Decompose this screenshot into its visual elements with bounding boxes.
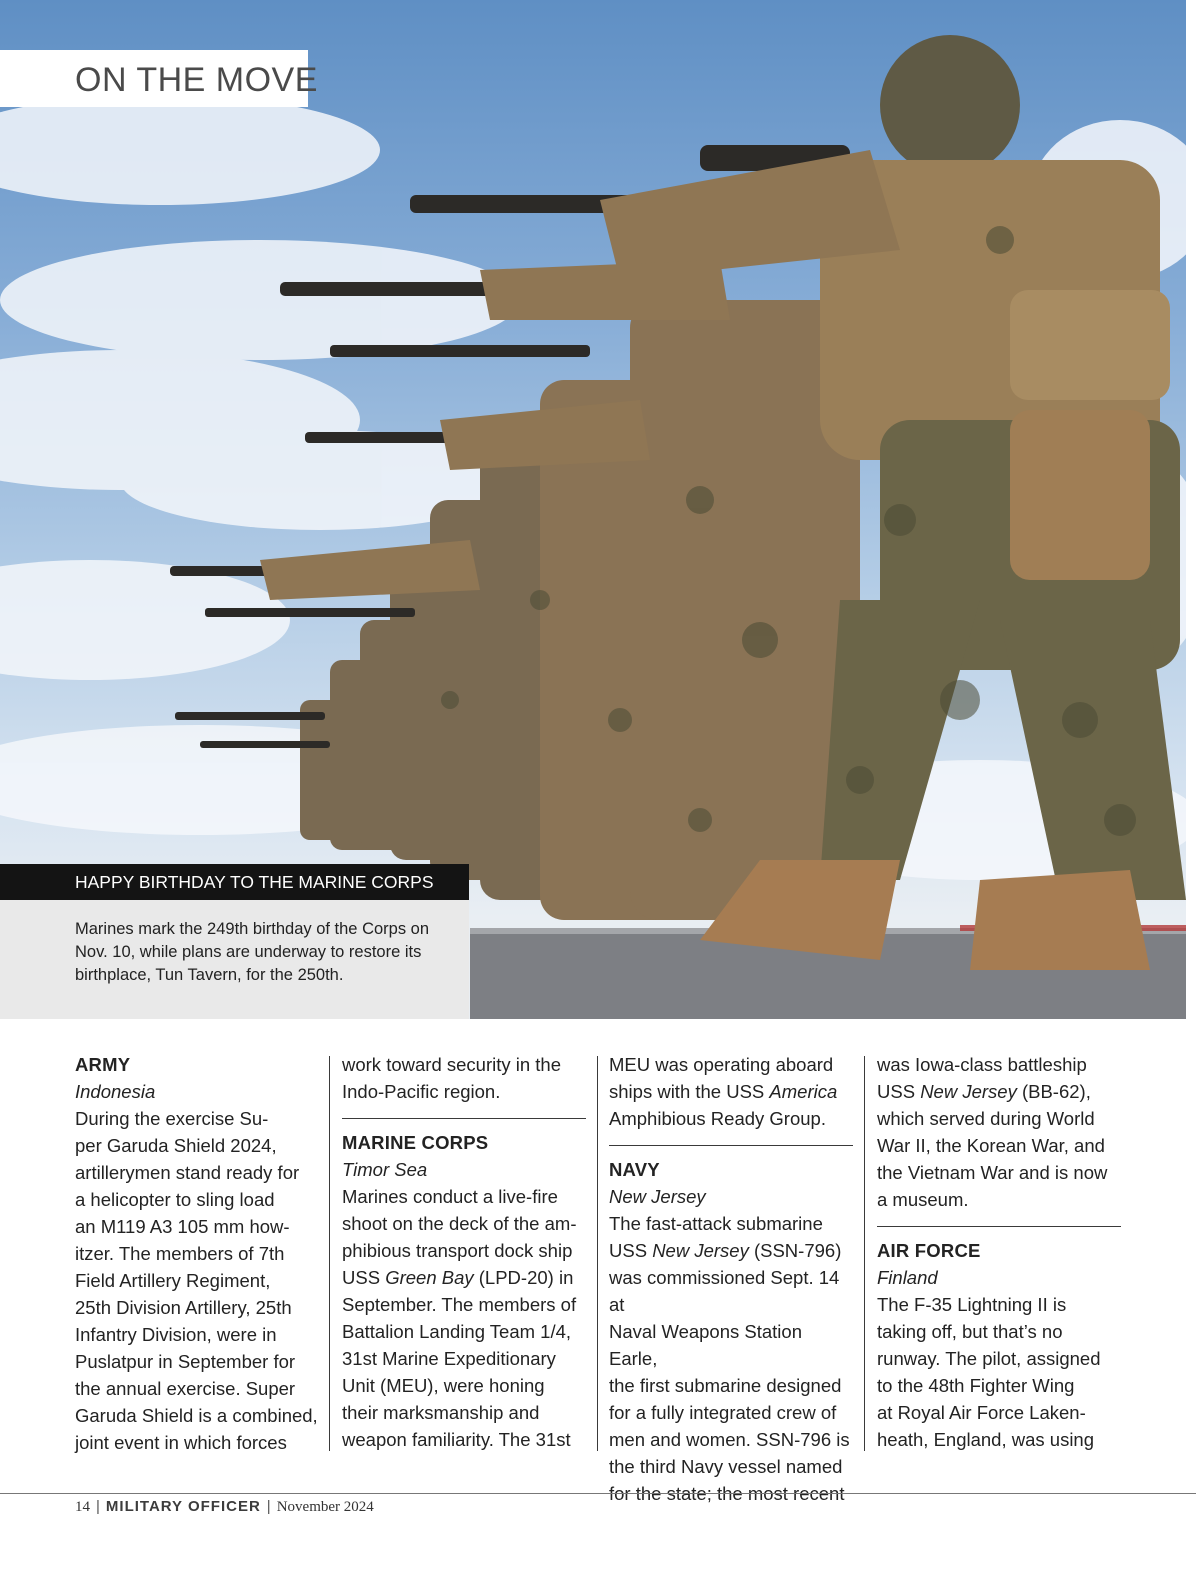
body-line: The F-35 Lightning II is	[877, 1294, 1067, 1315]
body-line: was commissioned Sept. 14 at	[609, 1267, 840, 1315]
body-line: Amphibious Ready Group.	[609, 1108, 826, 1129]
body-line: shoot on the deck of the am-	[342, 1213, 577, 1234]
body-line	[877, 1078, 1121, 1105]
section-heading-air-force: AIR FORCE	[877, 1240, 981, 1261]
body-line: the Vietnam War and is now	[877, 1162, 1108, 1183]
location-air-force: Finland	[877, 1267, 938, 1288]
body-line: MEU was operating aboard	[609, 1054, 834, 1075]
footer-rule	[0, 1493, 1196, 1494]
text-run: (LPD-20) in	[473, 1267, 574, 1288]
body-line: Infantry Division, were in	[75, 1324, 277, 1345]
ship-name: New Jersey	[920, 1081, 1017, 1102]
text-run: USS	[877, 1081, 921, 1102]
section-rule	[877, 1226, 1121, 1227]
body-line: Indo-Pacific region.	[342, 1081, 501, 1102]
body-line	[609, 1078, 853, 1105]
location-navy: New Jersey	[609, 1186, 706, 1207]
page-number: 14	[75, 1499, 90, 1515]
caption-title: HAPPY BIRTHDAY TO THE MARINE CORPS	[75, 872, 434, 892]
body-line: runway. The pilot, assigned	[877, 1348, 1101, 1369]
magazine-name: MILITARY OFFICER	[105, 1498, 261, 1515]
section-tag	[0, 50, 318, 107]
section-heading-marine-corps: MARINE CORPS	[342, 1132, 489, 1153]
body-line: taking off, but that’s no	[877, 1321, 1063, 1342]
body-line: their marksmanship and	[342, 1402, 540, 1423]
text-run: USS	[609, 1240, 653, 1261]
footer-separator: |	[96, 1498, 100, 1515]
section-rule	[342, 1118, 586, 1119]
body-line: Battalion Landing Team 1/4,	[342, 1321, 572, 1342]
body-line: War II, the Korean War, and	[877, 1135, 1105, 1156]
body-line: an M119 A3 105 mm how-	[75, 1216, 290, 1237]
body-line	[609, 1237, 853, 1264]
body-line: Unit (MEU), were honing	[342, 1375, 545, 1396]
body-line: the first submarine designed	[609, 1375, 842, 1396]
body-line	[342, 1264, 586, 1291]
location-army: Indonesia	[75, 1081, 156, 1102]
article-column-3	[609, 1051, 853, 1507]
column-divider	[329, 1056, 330, 1451]
body-line: Marines conduct a live-fire	[342, 1186, 558, 1207]
body-line: men and women. SSN-796 is	[609, 1429, 850, 1450]
body-line: the third Navy vessel named	[609, 1456, 843, 1477]
page-footer	[75, 1498, 374, 1516]
article-column-1	[75, 1051, 323, 1456]
caption-title-bar	[0, 864, 469, 900]
body-line: the annual exercise. Super	[75, 1378, 296, 1399]
body-line: Puslatpur in September for	[75, 1351, 296, 1372]
body-line: which served during World	[877, 1108, 1095, 1129]
issue-date: November 2024	[276, 1499, 374, 1515]
body-line: for a fully integrated crew of	[609, 1402, 837, 1423]
section-title: ON THE MOVE	[75, 61, 318, 99]
body-line: Field Artillery Regiment,	[75, 1270, 271, 1291]
article-column-4	[877, 1051, 1121, 1453]
body-line: weapon familiarity. The 31st	[342, 1429, 571, 1450]
body-line: was Iowa-class battleship	[877, 1054, 1087, 1075]
body-line: joint event in which forces	[75, 1432, 287, 1453]
caption-box	[0, 900, 469, 1019]
body-line: itzer. The members of 7th	[75, 1243, 285, 1264]
body-line: phibious transport dock ship	[342, 1240, 573, 1261]
body-line: The fast-attack submarine	[609, 1213, 823, 1234]
footer-separator: |	[266, 1498, 271, 1515]
body-line: artillerymen stand ready for	[75, 1162, 300, 1183]
caption-text: Marines mark the 249th birthday of the Corps on Nov. 10, while plans are underway to restore its birthplace, Tun Tavern, for the 250th.	[75, 920, 430, 984]
section-heading-army: ARMY	[75, 1054, 131, 1075]
body-line: work toward security in the	[342, 1054, 562, 1075]
body-line: During the exercise Su-	[75, 1108, 269, 1129]
text-run: ships with the USS	[609, 1081, 770, 1102]
column-divider	[864, 1056, 865, 1451]
body-line: for the state; the most recent	[609, 1483, 845, 1504]
body-line: Naval Weapons Station Earle,	[609, 1321, 802, 1369]
body-line: 25th Division Artillery, 25th	[75, 1297, 292, 1318]
body-line: September. The members of	[342, 1294, 577, 1315]
body-line: to the 48th Fighter Wing	[877, 1375, 1075, 1396]
ship-name: America	[769, 1081, 838, 1102]
body-line: Garuda Shield is a combined,	[75, 1405, 318, 1426]
text-run: (SSN-796)	[748, 1240, 842, 1261]
location-marine-corps: Timor Sea	[342, 1159, 428, 1180]
body-line: 31st Marine Expeditionary	[342, 1348, 556, 1369]
body-line: a helicopter to sling load	[75, 1189, 275, 1210]
ship-name: Green Bay	[385, 1267, 474, 1288]
ship-name: New Jersey	[652, 1240, 749, 1261]
body-line: a museum.	[877, 1189, 969, 1210]
text-run: USS	[342, 1267, 386, 1288]
section-heading-navy: NAVY	[609, 1159, 660, 1180]
body-line: at Royal Air Force Laken-	[877, 1402, 1086, 1423]
section-rule	[609, 1145, 853, 1146]
body-line: heath, England, was using	[877, 1429, 1095, 1450]
text-run: (BB-62),	[1016, 1081, 1091, 1102]
column-divider	[597, 1056, 598, 1451]
article-column-2	[342, 1051, 586, 1453]
body-line: per Garuda Shield 2024,	[75, 1135, 277, 1156]
